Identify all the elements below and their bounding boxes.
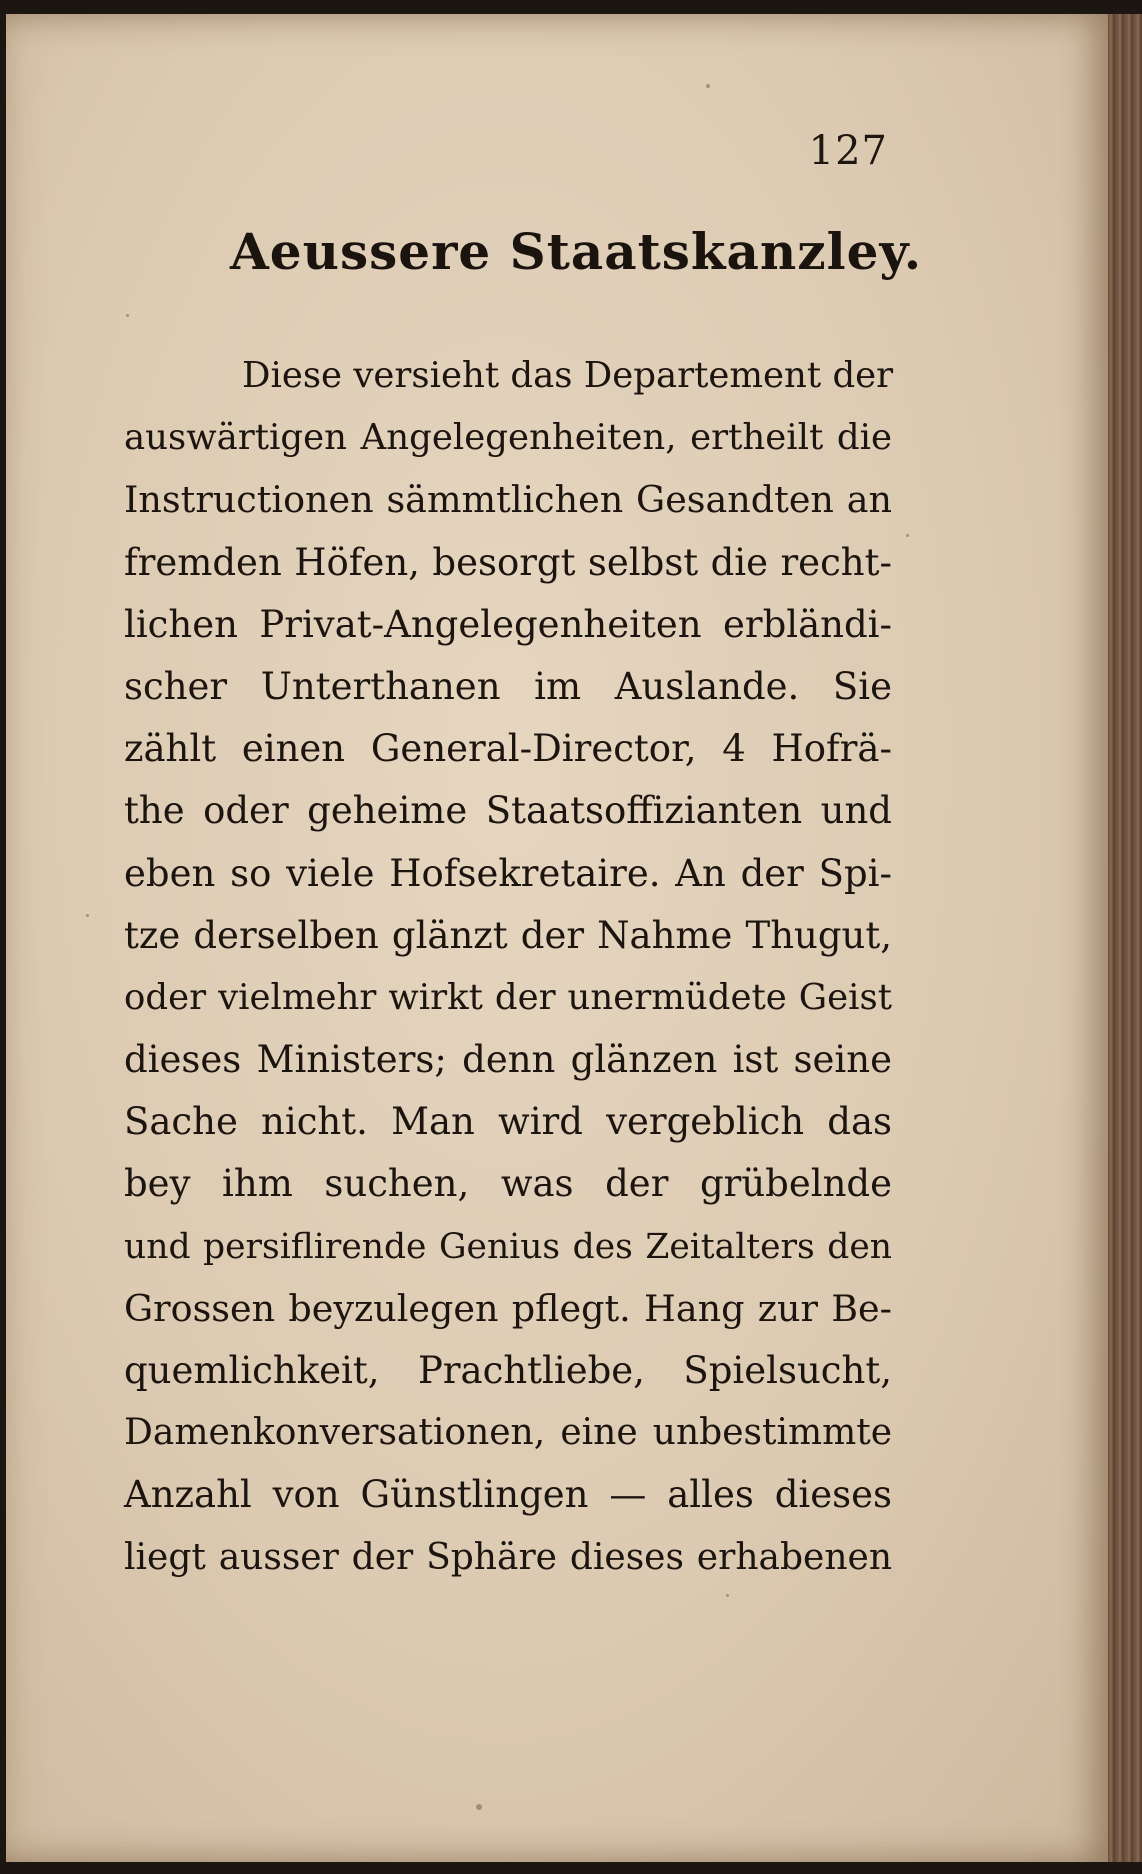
page-number: 127	[808, 128, 888, 174]
text-line: dieses Ministers; denn glänzen ist seine	[124, 1038, 892, 1082]
text-line: quemlichkeit, Prachtliebe, Spielsucht,	[124, 1349, 892, 1392]
text-line: eben so viele Hofsekretaire. An der Spi-	[124, 851, 892, 895]
text-line: oder vielmehr wirkt der unermüdete Geist	[124, 976, 892, 1018]
text-line: Instructionen sämmtlichen Gesandten an	[124, 478, 892, 522]
text-line: bey ihm suchen, was der grübelnde	[124, 1162, 892, 1206]
text-line: zählt einen General-Director, 4 Hofrä-	[124, 727, 892, 771]
section-heading: Aeussere Staatskanzley.	[230, 222, 923, 281]
book-page-edges	[1108, 14, 1142, 1862]
text-line: fremden Höfen, besorgt selbst die recht-	[124, 540, 892, 584]
text-line: scher Unterthanen im Auslande. Sie	[124, 664, 892, 708]
text-line: Diese versieht das Departement der	[242, 355, 894, 396]
body-paragraph	[124, 345, 892, 1589]
text-line: the oder geheime Staatsoffizianten und	[124, 789, 892, 833]
text-line: lichen Privat-Angelegenheiten erbländi-	[124, 602, 892, 646]
text-line: liegt ausser der Sphäre dieses erhabenen	[124, 1536, 892, 1578]
text-line: tze derselben glänzt der Nahme Thugut,	[124, 913, 892, 957]
text-line: Sache nicht. Man wird vergeblich das	[124, 1100, 892, 1144]
text-line: auswärtigen Angelegenheiten, ertheilt die	[124, 417, 892, 459]
text-line: und persiflirende Genius des Zeitalters den	[124, 1226, 892, 1267]
text-line: Grossen beyzulegen pflegt. Hang zur Be-	[124, 1286, 892, 1330]
text-line: Damenkonversationen, eine unbestimmte	[124, 1412, 892, 1454]
text-line: Anzahl von Günstlingen — alles dieses	[124, 1473, 892, 1517]
